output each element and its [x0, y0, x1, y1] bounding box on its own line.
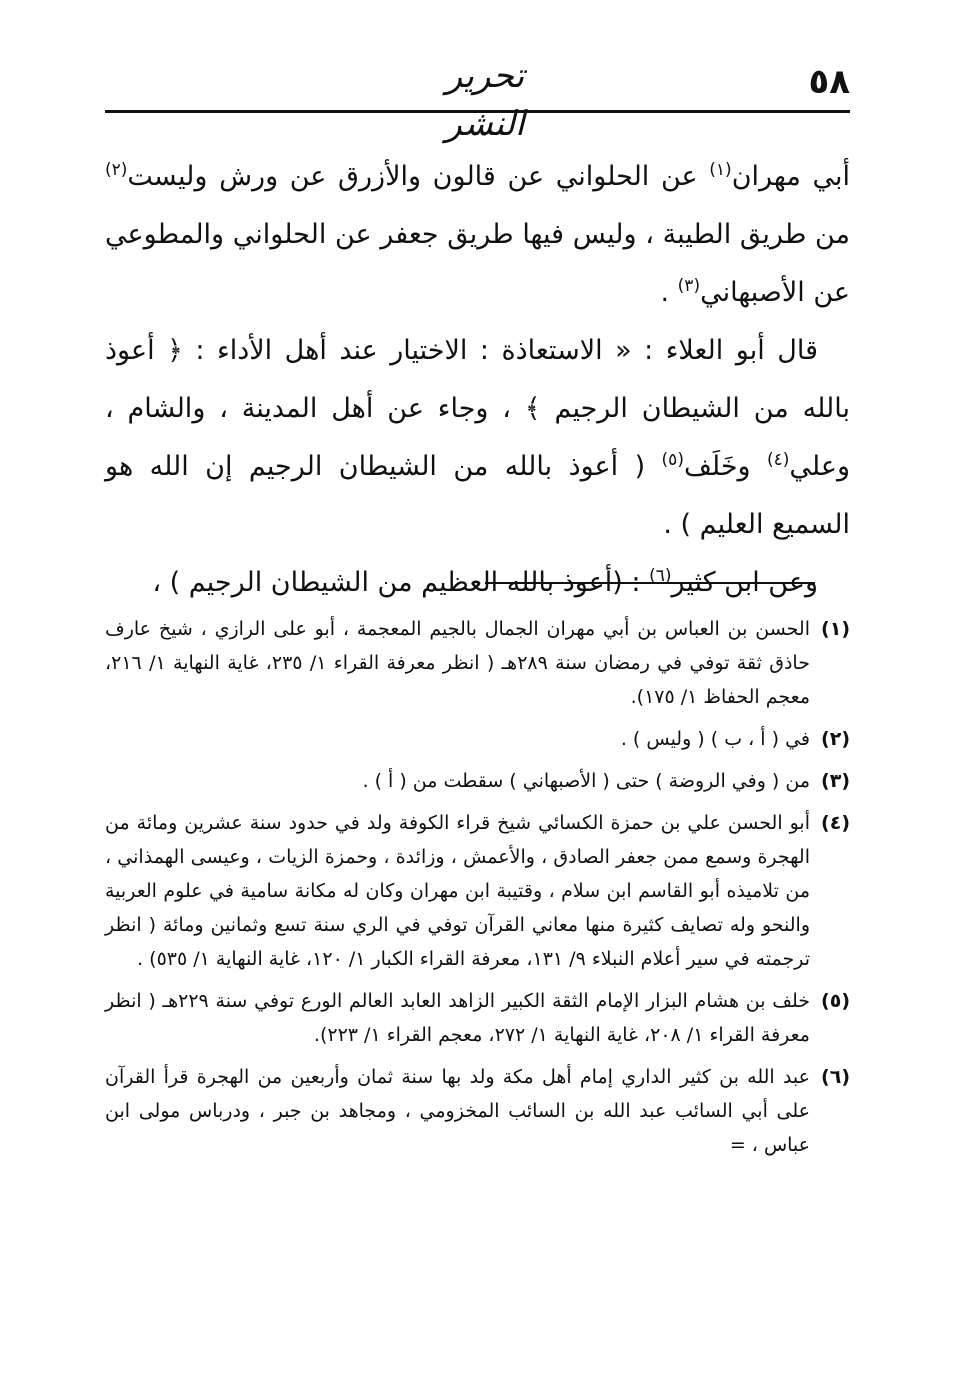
footnote-number: (٣)	[821, 770, 850, 792]
footnote-6	[105, 1060, 850, 1162]
footnote-text: الحسن بن العباس بن أبي مهران الجمال بالجيم المعجمة ، أبو على الرازي ، شيخ عارف حاذق ثقة توفي في رمضان سنة ٢٨٩هـ ( انظر معرفة القراء ١/ ٢٣٥، غاية النهاية ١/ ٢١٦، معجم الحفاظ ١/ ١٧٥).	[105, 618, 810, 708]
footnote-3	[105, 764, 850, 798]
footnote-number: (٦)	[821, 1066, 850, 1088]
text-span: أبي مهران	[731, 161, 850, 192]
text-span: وعن ابن كثير	[671, 567, 818, 598]
text-span: ( أعوذ بالله من الشيطان الرجيم إن الله هو السميع العليم ) .	[105, 451, 850, 540]
footnote-1	[105, 612, 850, 714]
footnote-4	[105, 806, 850, 976]
text-span: .	[660, 277, 678, 308]
paragraph-2	[105, 322, 850, 554]
footnote-text: في ( أ ، ب ) ( وليس ) .	[620, 728, 810, 750]
footnote-ref-2: (٢)	[105, 160, 128, 180]
footnote-separator	[485, 582, 815, 584]
text-span: : (أعوذ بالله العظيم من الشيطان الرجيم ) ،	[152, 567, 650, 598]
text-span: من طريق الطيبة ، وليس فيها طريق جعفر عن الحلواني والمطوعي عن الأصبهاني	[105, 219, 850, 308]
footnote-text: عبد الله بن كثير الداري إمام أهل مكة ولد بها سنة ثمان وأربعين من الهجرة قرأ القرآن على أبي السائب عبد الله بن السائب المخزومي ، ومجاهد بن جبر ، ودرباس مولى ابن عباس ، =	[105, 1066, 810, 1156]
footnote-text: أبو الحسن علي بن حمزة الكسائي شيخ قراء الكوفة ولد في حدود سنة عشرين ومائة من الهجرة وسمع ممن جعفر الصادق ، والأعمش ، وزائدة ، وحمزة الزيات ، وعيسى الهمذاني ، من تلاميذه أبو القاسم ابن سلام ، وقتيبة ابن مهران وكان له مكانة سامية في علوم العربية والنحو وله تصايف كثيرة منها معاني القرآن توفي في الري سنة تسع وثمانين ومائة ( انظر ترجمته في سير أعلام النبلاء ٩/ ١٣١، معرفة القراء الكبار ١/ ١٢٠، غاية النهاية ١/ ٥٣٥) .	[105, 812, 810, 970]
text-span: عن الحلواني عن قالون والأزرق عن ورش وليست	[127, 161, 710, 192]
book-title: تحرير النشر	[445, 56, 525, 144]
footnote-5	[105, 984, 850, 1052]
text-span: قال أبو العلاء : « الاستعاذة : الاختيار عند أهل الأداء : ﴿ أعوذ بالله من الشيطان الرجيم ﴾ ، وجاء عن أهل المدينة ، والشام ، وعلي	[105, 335, 851, 482]
footnote-2	[105, 722, 850, 756]
footnote-text: من ( وفي الروضة ) حتى ( الأصبهاني ) سقطت من ( أ ) .	[362, 770, 810, 792]
footnote-number: (٥)	[821, 990, 850, 1012]
page-number: ٥٨	[808, 62, 850, 102]
footnote-ref-3: (٣)	[677, 276, 701, 296]
footnote-ref-1: (١)	[709, 160, 732, 180]
paragraph-1	[105, 148, 850, 322]
footnote-number: (٤)	[821, 812, 850, 834]
footnote-ref-4: (٤)	[767, 450, 790, 470]
footnote-ref-6: (٦)	[649, 566, 672, 586]
footnote-ref-5: (٥)	[661, 450, 684, 470]
main-text	[105, 148, 850, 612]
footnote-number: (١)	[821, 618, 850, 640]
footnotes	[105, 612, 850, 1170]
header-rule	[105, 110, 850, 113]
footnote-text: خلف بن هشام البزار الإمام الثقة الكبير الزاهد العابد العالم الورع توفي سنة ٢٢٩هـ ( انظر معرفة القراء ١/ ٢٠٨، غاية النهاية ١/ ٢٧٢، معجم القراء ١/ ٢٢٣).	[105, 990, 810, 1046]
text-span: وخَلَف	[683, 451, 767, 482]
page-header	[105, 48, 850, 144]
footnote-number: (٢)	[821, 728, 850, 750]
